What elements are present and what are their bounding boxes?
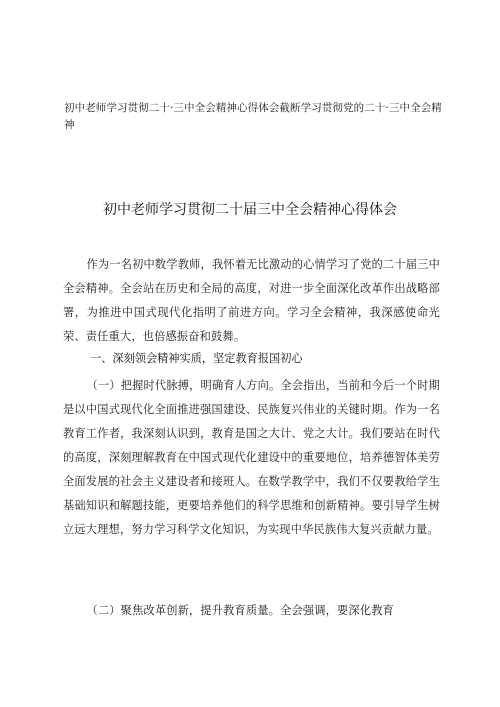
section-heading: 一、深刻领会精神实质，坚定教育报国初心	[90, 352, 303, 365]
section-paragraph: （二）聚焦改革创新，提升教育质量。全会强调，要深化教育	[86, 604, 394, 617]
document-title: 初中老师学习贯彻二十届三中全会精神心得体会	[103, 202, 397, 218]
intro-paragraph: 作为一名初中数学教师，我怀着无比激动的心情学习了党的二十届三中全会精神。全会站在历史和全局的高度，对进一步全面深化改革作出战略部署，为推进中国式现代化指明了前进方向。学习全会精神，我深感使命光荣、责任重大，也倍感振奋和鼓舞。	[63, 258, 440, 343]
header-title: 初中老师学习贯彻二十·三中全会精神心得体会截断学习贯彻党的二十·三中全会精神	[64, 102, 442, 131]
section-paragraph: （一）把握时代脉搏，明确育人方向。全会指出，当前和今后一个时期是以中国式现代化全面推进强国建设、民族复兴伟业的关键时期。作为一名教育工作者，我深刻认识到，教育是国之大计、党之大计。我们要站在时代的高度，深刻理解教育在中国式现代化建设中的重要地位，培养德智体美劳全面发展的社会主义建设者和接班人。在数学教学中，我们不仅要教给学生基础知识和解题技能，更要培养他们的科学思维和创新精神。要引导学生树立远大理想，努力学习科学文化知识，为实现中华民族伟大复兴贡献力量。	[63, 379, 440, 536]
